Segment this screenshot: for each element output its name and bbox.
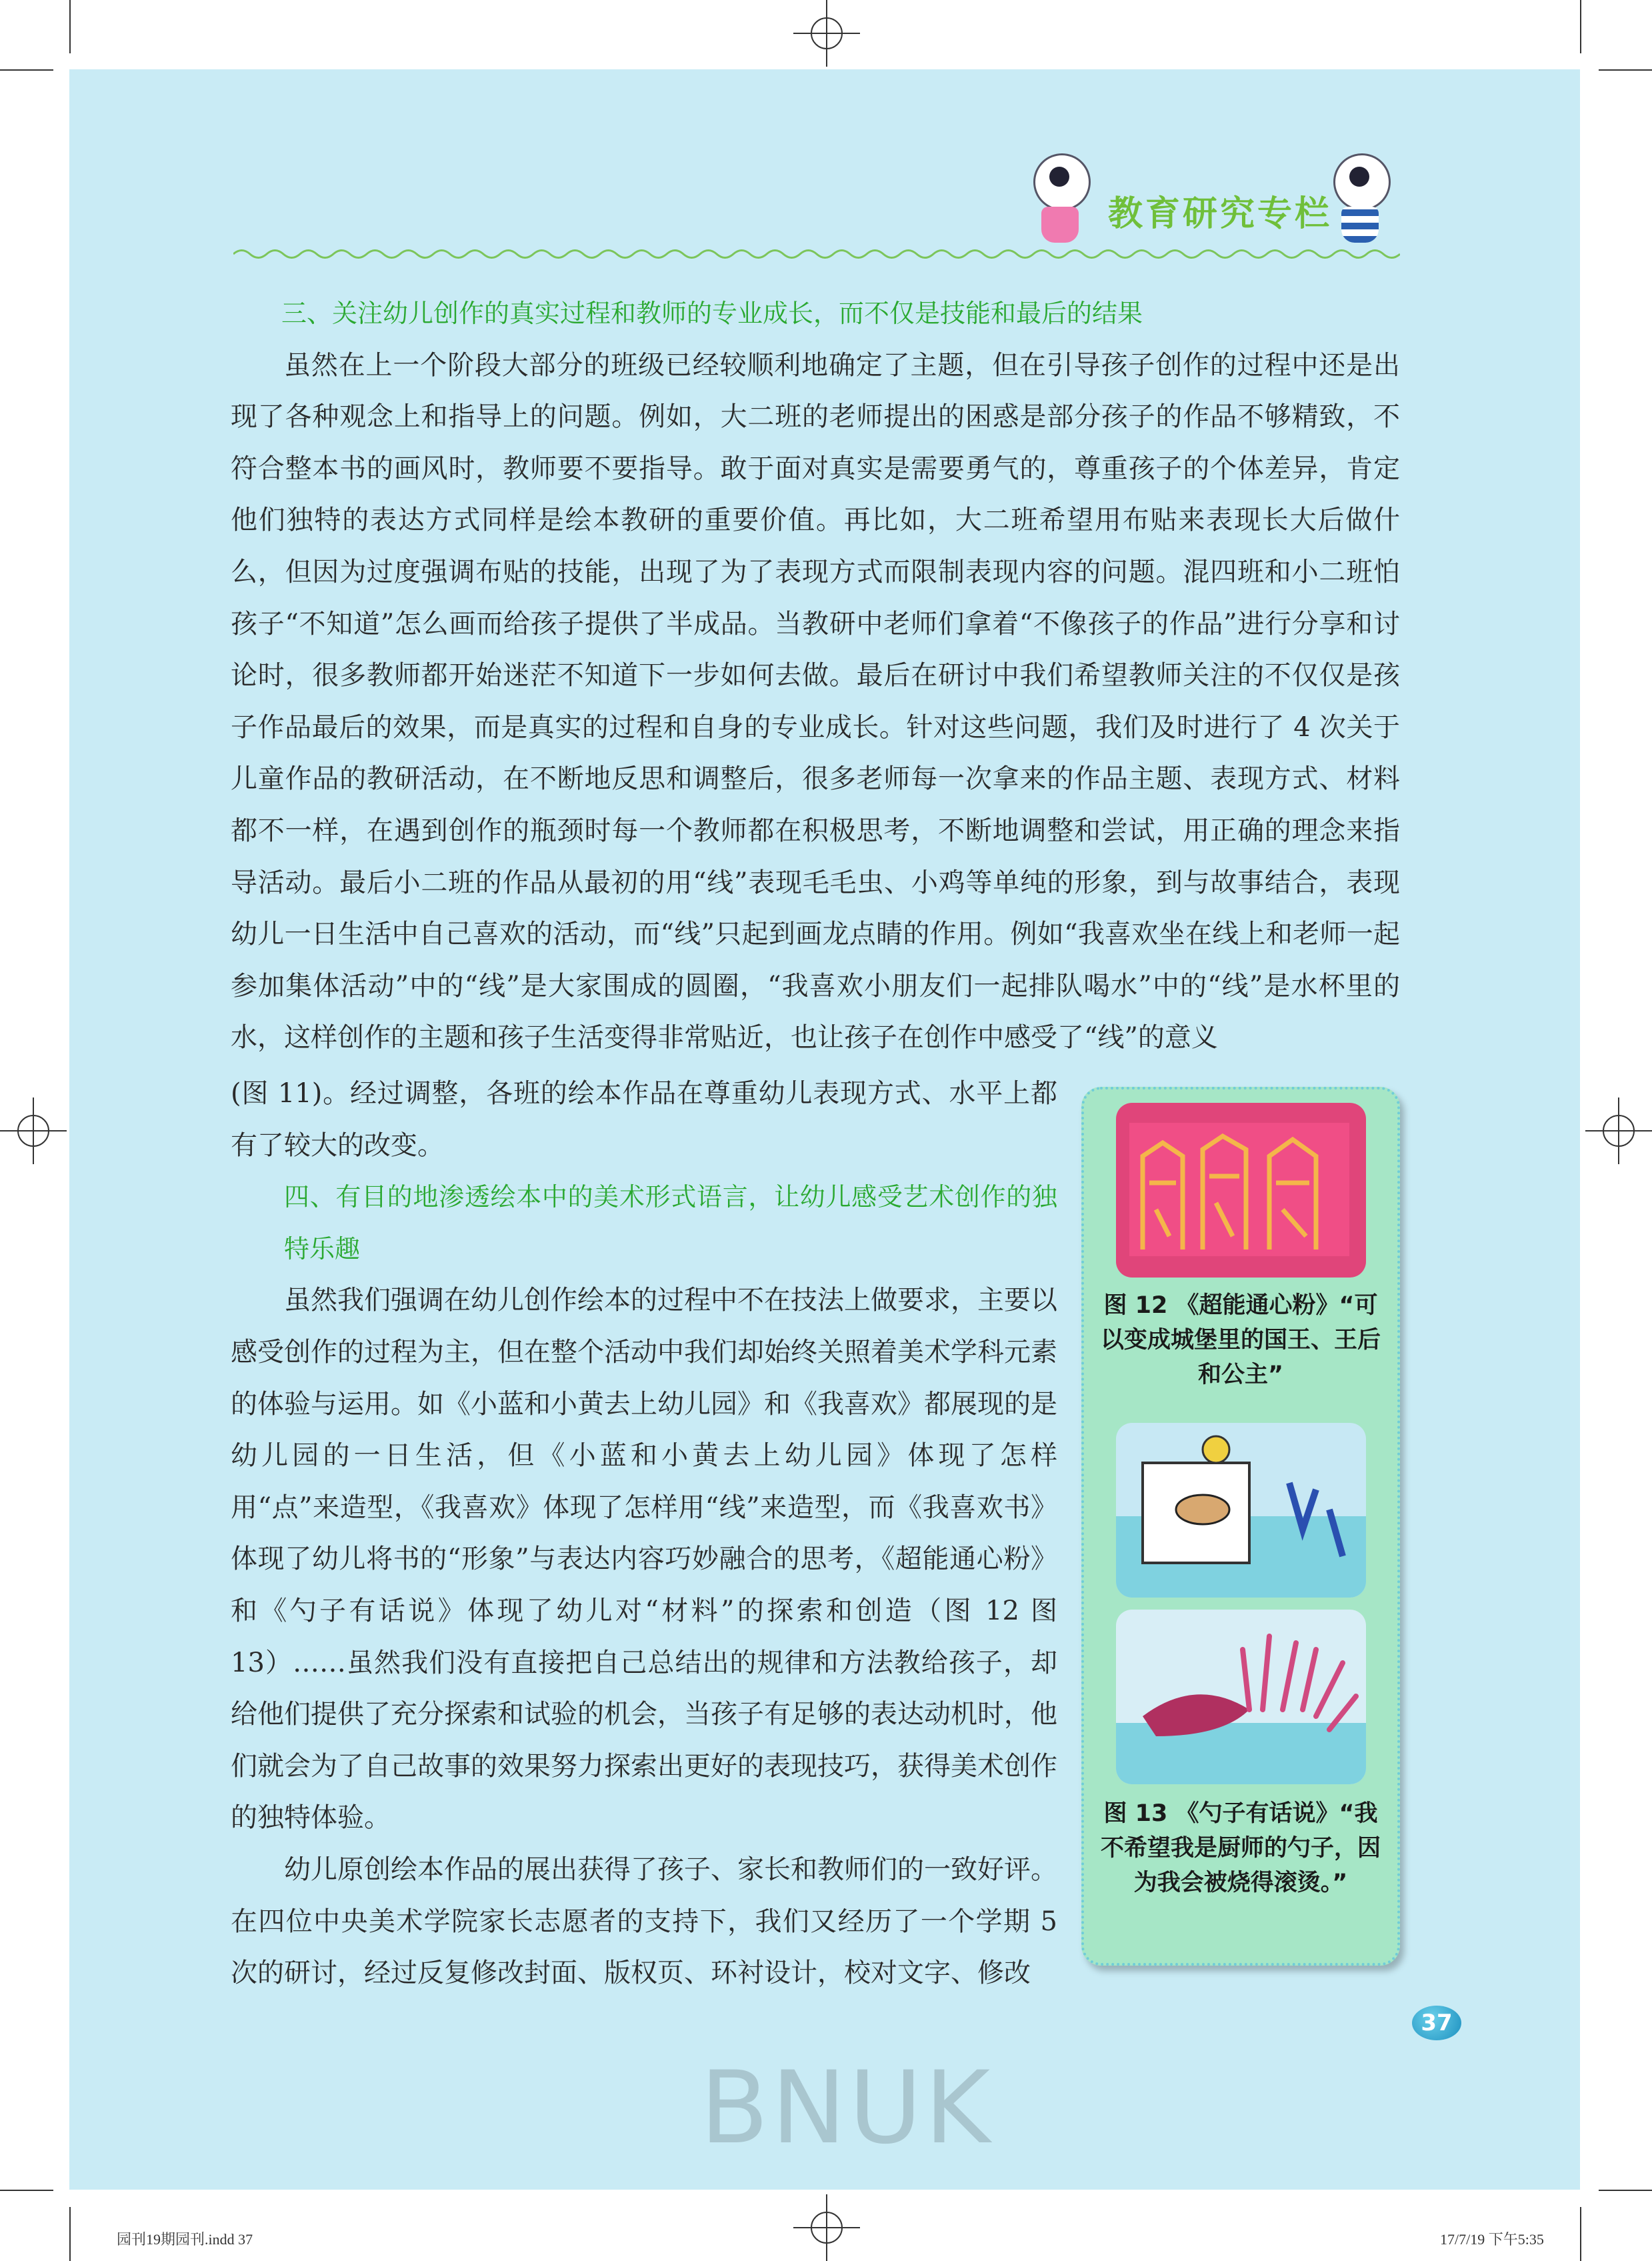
section-4-paragraph-1: 虽然我们强调在幼儿创作绘本的过程中不在技法上做要求，主要以感受创作的过程为主，但在整个活动中我们却始终关照着美术学科元素的体验与运用。如《小蓝和小黄去上幼儿园》和《我喜欢》都展现的是幼儿园的一日生活，但《小蓝和小黄去上幼儿园》体现了怎样用“点”来造型，《我喜欢》体现了怎样用“线”来造型，而《我喜欢书》体现了幼儿将书的“形象”与表达内容巧妙融合的思考，《超能通心粉》和《勺子有话说》体现了幼儿对“材料”的探索和创造（图 12 图 13）……虽然我们没有直接把自己总结出的规律和方法教给孩子，却给他们提供了充分探索和试验的机会，当孩子有足够的表达动机时，他们就会为了自己故事的效果努力探索出更好的表现技巧，获得美术创作的独特体验。	[231, 1285, 1057, 1834]
crop-mark	[1599, 69, 1652, 71]
registration-mark	[0, 1097, 67, 1164]
section-3-paragraph-tail: (图 11)。经过调整，各班的绘本作品在尊重幼儿表现方式、水平上都有了较大的改变。	[231, 1078, 1057, 1161]
figure-12-image	[1116, 1103, 1366, 1278]
header-divider	[233, 247, 1400, 261]
page-number: 37	[1412, 2006, 1461, 2040]
figure-sidebar	[1081, 1087, 1400, 1966]
crop-mark	[1599, 2190, 1652, 2191]
figure-12-caption: 图 12 《超能通心粉》“可以变成城堡里的国王、王后和公主”	[1100, 1292, 1381, 1388]
crop-mark	[1580, 0, 1581, 53]
section-4-heading: 四、有目的地渗透绘本中的美术形式语言，让幼儿感受艺术创作的独特乐趣	[284, 1182, 1057, 1264]
figure-13-caption: 图 13 《勺子有话说》“我不希望我是厨师的勺子，因为我会被烧得滚烫。”	[1100, 1800, 1381, 1896]
crop-mark	[1580, 2207, 1581, 2261]
section-3	[231, 288, 1400, 1064]
watermark: BNUK	[700, 2050, 993, 2166]
crop-mark	[69, 0, 71, 53]
section-4-column	[231, 1068, 1057, 2000]
section-3-paragraph: 虽然在上一个阶段大部分的班级已经较顺利地确定了主题，但在引导孩子创作的过程中还是出现了各种观念上和指导上的问题。例如，大二班的老师提出的困惑是部分孩子的作品不够精致，不符合整本书的画风时，教师要不要指导。敢于面对真实是需要勇气的，尊重孩子的个体差异，肯定他们独特的表达方式同样是绘本教研的重要价值。再比如，大二班希望用布贴来表现长大后做什么，但因为过度强调布贴的技能，出现了为了表现方式而限制表现内容的问题。混四班和小二班怕孩子“不知道”怎么画而给孩子提供了半成品。当教研中老师们拿着“不像孩子的作品”进行分享和讨论时，很多教师都开始迷茫不知道下一步如何去做。最后在研讨中我们希望教师关注的不仅仅是孩子作品最后的效果，而是真实的过程和自身的专业成长。针对这些问题，我们及时进行了 4 次关于儿童作品的教研活动，在不断地反思和调整后，很多老师每一次拿来的作品主题、表现方式、材料都不一样，在遇到创作的瓶颈时每一个教师都在积极思考，不断地调整和尝试，用正确的理念来指导活动。最后小二班的作品从最初的用“线”表现毛毛虫、小鸡等单纯的形象，到与故事结合，表现幼儿一日生活中自己喜欢的活动，而“线”只起到画龙点睛的作用。例如“我喜欢坐在线上和老师一起参加集体活动”中的“线”是大家围成的圆圈，“我喜欢小朋友们一起排队喝水”中的“线”是水杯里的水，这样创作的主题和孩子生活变得非常贴近，也让孩子在创作中感受了“线”的意义	[231, 349, 1400, 1053]
section-4-paragraph-2: 幼儿原创绘本作品的展出获得了孩子、家长和教师们的一致好评。在四位中央美术学院家长志愿者的支持下，我们又经历了一个学期 5 次的研讨，经过反复修改封面、版权页、环衬设计，校对文字、修改	[231, 1854, 1057, 1989]
registration-mark	[793, 2194, 860, 2261]
file-slug: 园刊19期园刊.indd 37	[117, 2231, 253, 2248]
crop-mark	[0, 69, 53, 71]
column-title: 教育研究专栏	[1108, 194, 1333, 234]
section-3-heading: 三、关注幼儿创作的真实过程和教师的专业成长，而不仅是技能和最后的结果	[281, 299, 1143, 328]
mascot-boy-icon	[1327, 153, 1393, 247]
figure-13a-image	[1116, 1423, 1366, 1598]
mascot-girl-icon	[1027, 153, 1093, 247]
date-slug: 17/7/19 下午5:35	[1440, 2231, 1544, 2248]
column-header	[1020, 147, 1407, 253]
crop-mark	[69, 2207, 71, 2261]
crop-mark	[0, 2190, 53, 2191]
figure-13b-image	[1116, 1610, 1366, 1784]
registration-mark	[793, 0, 860, 67]
registration-mark	[1585, 1097, 1652, 1164]
